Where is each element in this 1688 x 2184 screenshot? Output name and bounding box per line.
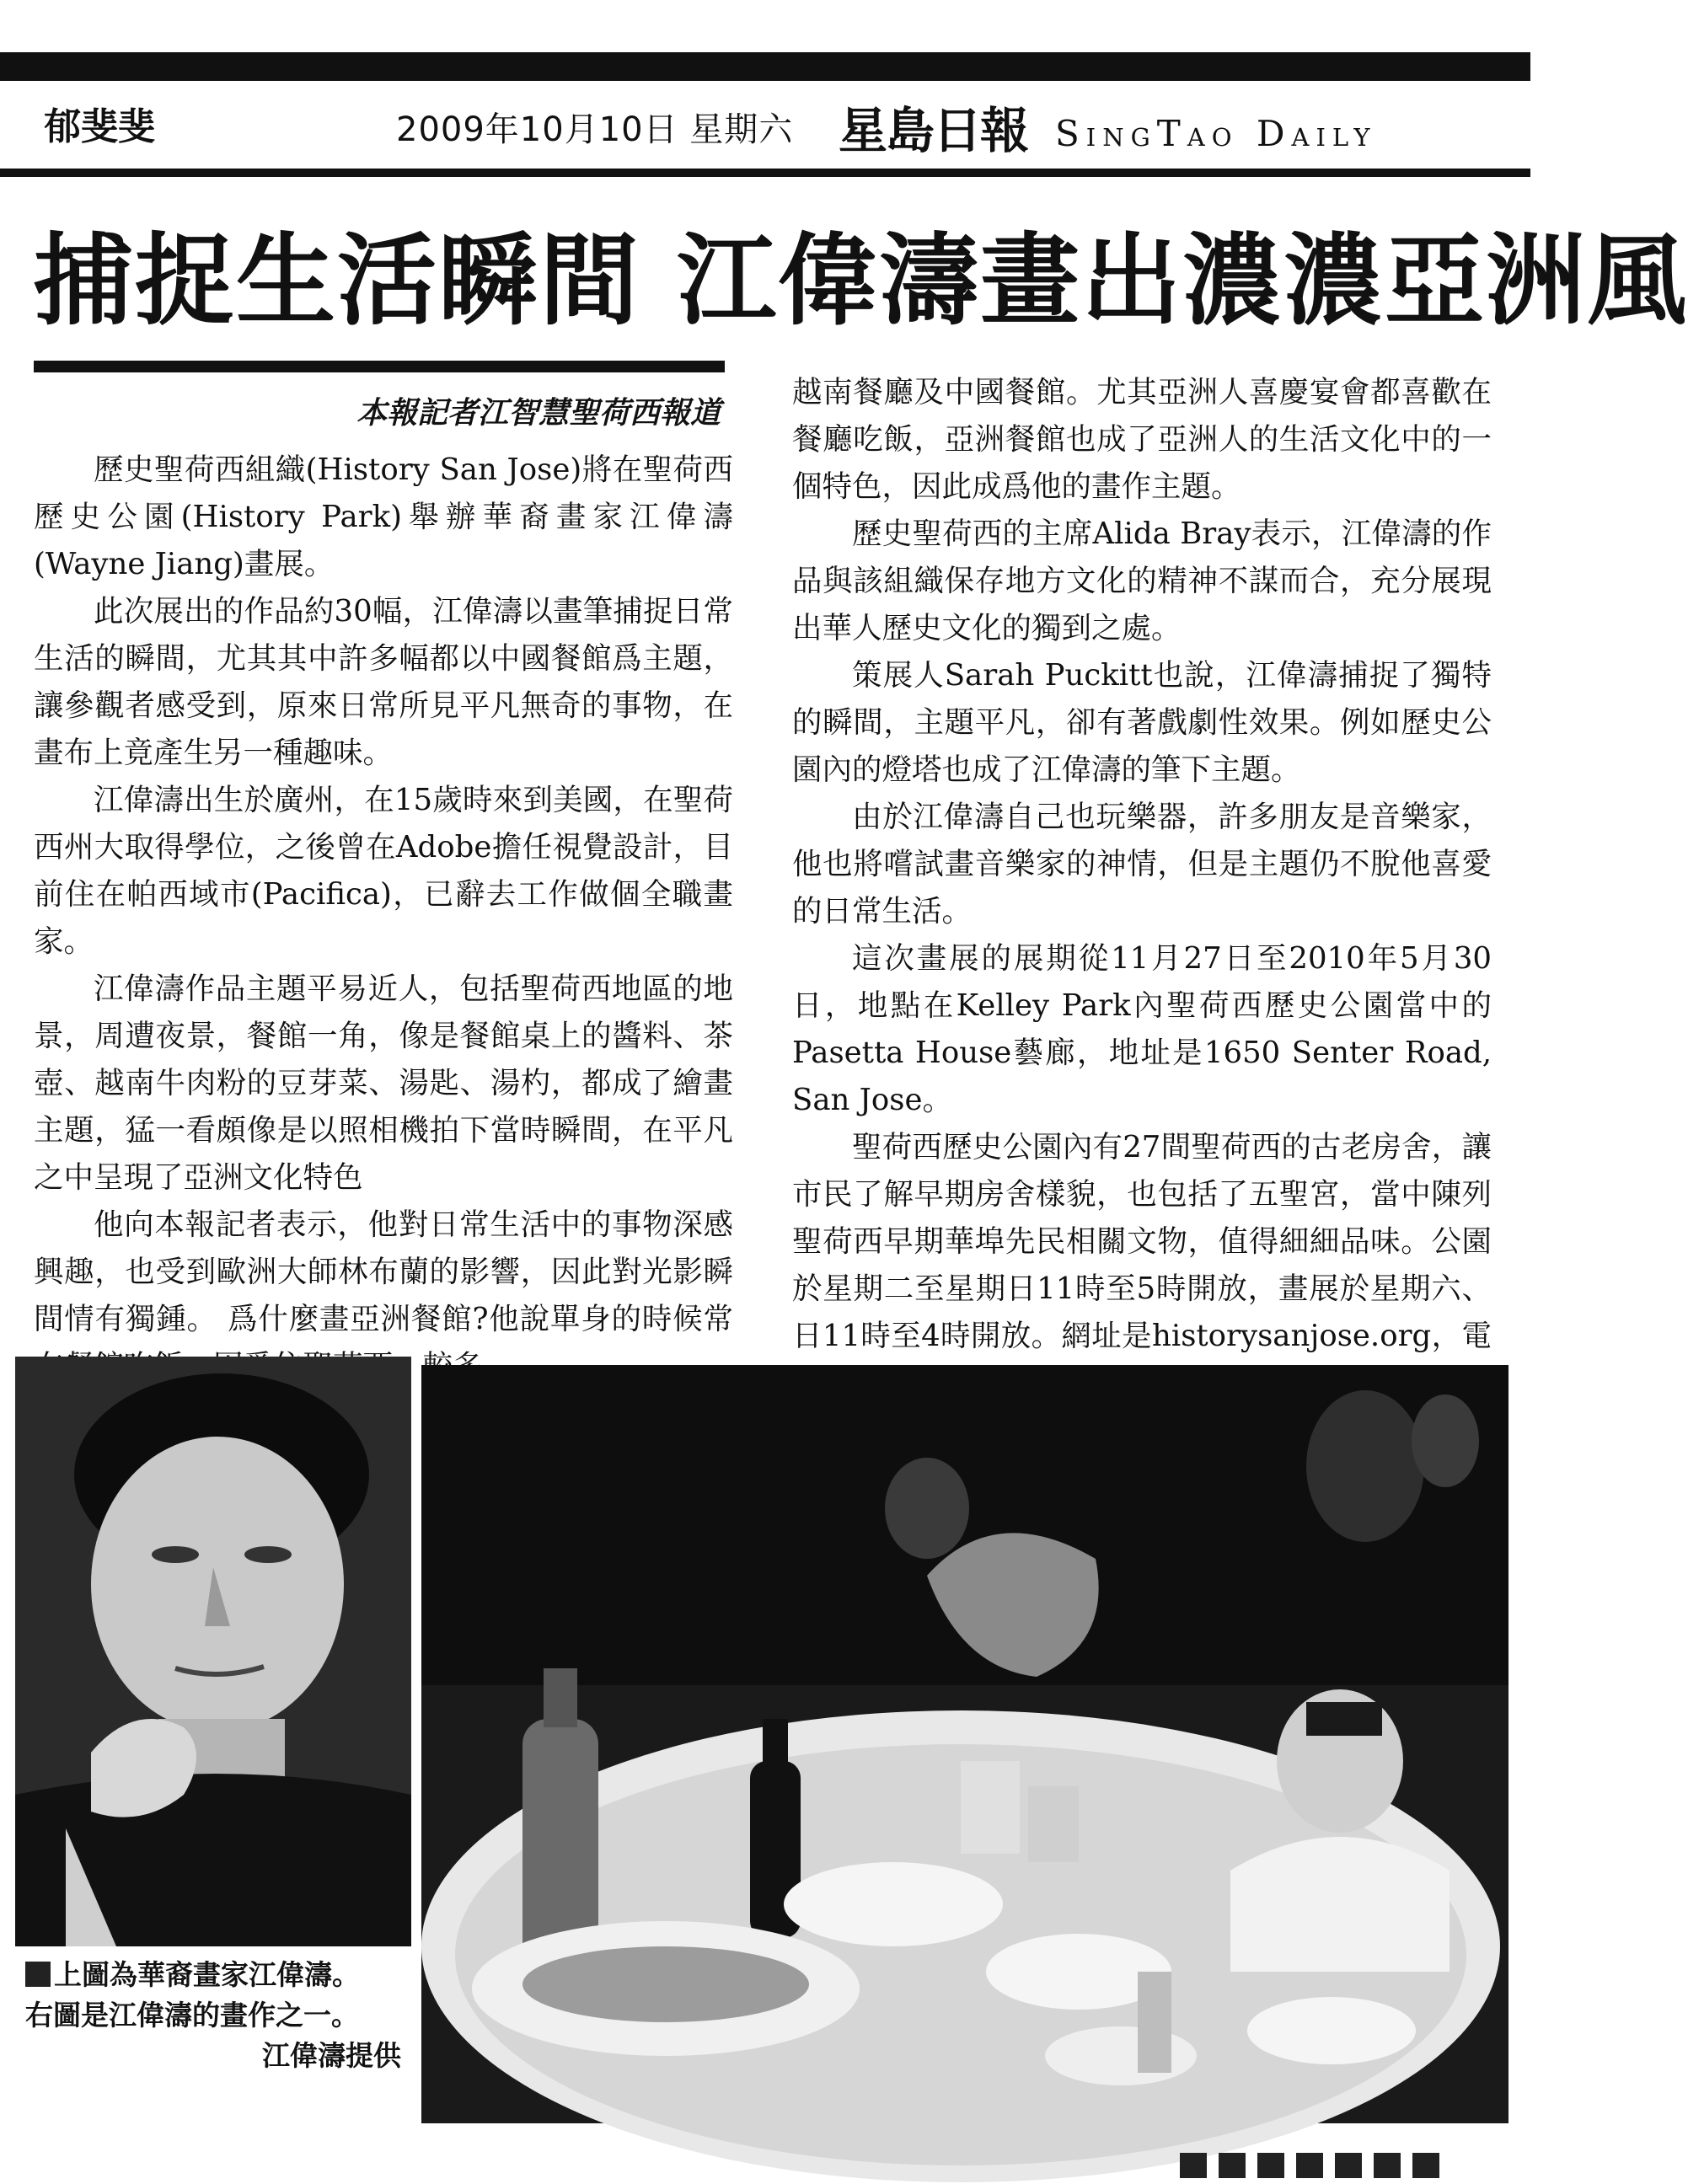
reporter-name: 郁斐斐 [44, 105, 155, 148]
restaurant-painting-photo [421, 1365, 1508, 2123]
newspaper-name-english: SingTao Daily [1055, 113, 1377, 154]
paragraph: 聖荷西歷史公園內有27間聖荷西的古老房舍，讓市民了解早期房舍樣貌，也包括了五聖宮，當中陳列聖荷西早期華埠先民相關文物，值得細細品味。公園於星期二至星期日11時至5時開放，畫展於星期六、日11時至4時開放。網址是historysanjose.org，電 [792, 1130, 1492, 1353]
paragraph: 此次展出的作品約30幅，江偉濤以畫筆捕捉日常生活的瞬間，尤其其中許多幅都以中國餐館爲主題，讓參觀者感受到，原來日常所見平凡無奇的事物，在畫布上竟產生另一種趣味。 [34, 594, 733, 770]
page-header [0, 84, 1530, 173]
article-column-left [34, 447, 733, 1340]
headline: 捕捉生活瞬間 江偉濤畫出濃濃亞洲風 [34, 222, 1688, 339]
paragraph: 歷史聖荷西的主席Alida Bray表示，江偉濤的作品與該組織保存地方文化的精神不謀而合，充分展現出華人歷史文化的獨到之處。 [792, 517, 1492, 645]
paragraph: 江偉濤出生於廣州，在15歲時來到美國，在聖荷西州大取得學位，之後曾在Adobe擔任視覺設計，目前住在帕西域市(Pacifica)，已辭去工作做個全職畫家。 [34, 783, 733, 959]
paragraph: 由於江偉濤自己也玩樂器，許多朋友是音樂家，他也將嚐試畫音樂家的神情，但是主題仍不脫他喜愛的日常生活。 [792, 800, 1492, 929]
decoration-square [1374, 2153, 1401, 2178]
header-rule [0, 169, 1530, 177]
paragraph: 這次畫展的展期從11月27日至2010年5月30日，地點在Kelley Park內聖荷西歷史公園當中的Pasetta House藝廊，地址是1650 Senter Road, San Jose。 [792, 941, 1492, 1117]
decoration-square [1412, 2153, 1439, 2178]
paragraph: 他向本報記者表示，他對日常生活中的事物深感興趣，也受到歐洲大師林布蘭的影響，因此對光影瞬間情有獨鍾。 爲什麼畫亞洲餐館?他說單身的時候常 [34, 1207, 733, 1336]
headline-rule [34, 361, 725, 372]
artist-portrait-photo [15, 1357, 411, 1946]
caption-credit: 江偉濤提供 [262, 2039, 401, 2072]
photo-caption [15, 1946, 411, 2123]
article-column-right [792, 369, 1492, 1353]
caption-line-1: 上圖為華裔畫家江偉濤。 [54, 1958, 360, 1991]
caption-line-2: 右圖是江偉濤的畫作之一。 [25, 1999, 359, 2031]
byline: 本報記者江智慧聖荷西報道 [356, 396, 721, 431]
paragraph: 歷史聖荷西組織(History San Jose)將在聖荷西歷史公園(History Park)舉辦華裔畫家江偉濤(Wayne Jiang)畫展。 [34, 452, 733, 581]
decoration-square [1335, 2153, 1362, 2178]
paragraph: 越南餐廳及中國餐館。尤其亞洲人喜慶宴會都喜歡在餐廳吃飯，亞洲餐館也成了亞洲人的生活文化中的一個特色，因此成爲他的畫作主題。 [792, 375, 1492, 504]
decoration-square [1257, 2153, 1284, 2178]
paragraph: 策展人Sarah Puckitt也說，江偉濤捕捉了獨特的瞬間，主題平凡，卻有著戲劇性效果。例如歷史公園內的燈塔也成了江偉濤的筆下主題。 [792, 658, 1492, 787]
issue-date: 2009年10月10日 星期六 [396, 110, 794, 149]
decoration-square [1219, 2153, 1246, 2178]
newspaper-name-chinese: 星島日報 [839, 102, 1028, 159]
top-rule [0, 52, 1530, 81]
decoration-square [1296, 2153, 1323, 2178]
paragraph: 江偉濤作品主題平易近人，包括聖荷西地區的地景，周遭夜景，餐館一角，像是餐館桌上的醬料、茶壺、越南牛肉粉的豆芽菜、湯匙、湯杓，都成了繪畫主題，猛一看頗像是以照相機拍下當時瞬間，在平凡之中呈現了亞洲文化特色 [34, 972, 733, 1195]
decoration-square [1180, 2153, 1207, 2178]
bottom-decoration [1180, 2153, 1525, 2178]
caption-bullet-icon [25, 1962, 51, 1987]
